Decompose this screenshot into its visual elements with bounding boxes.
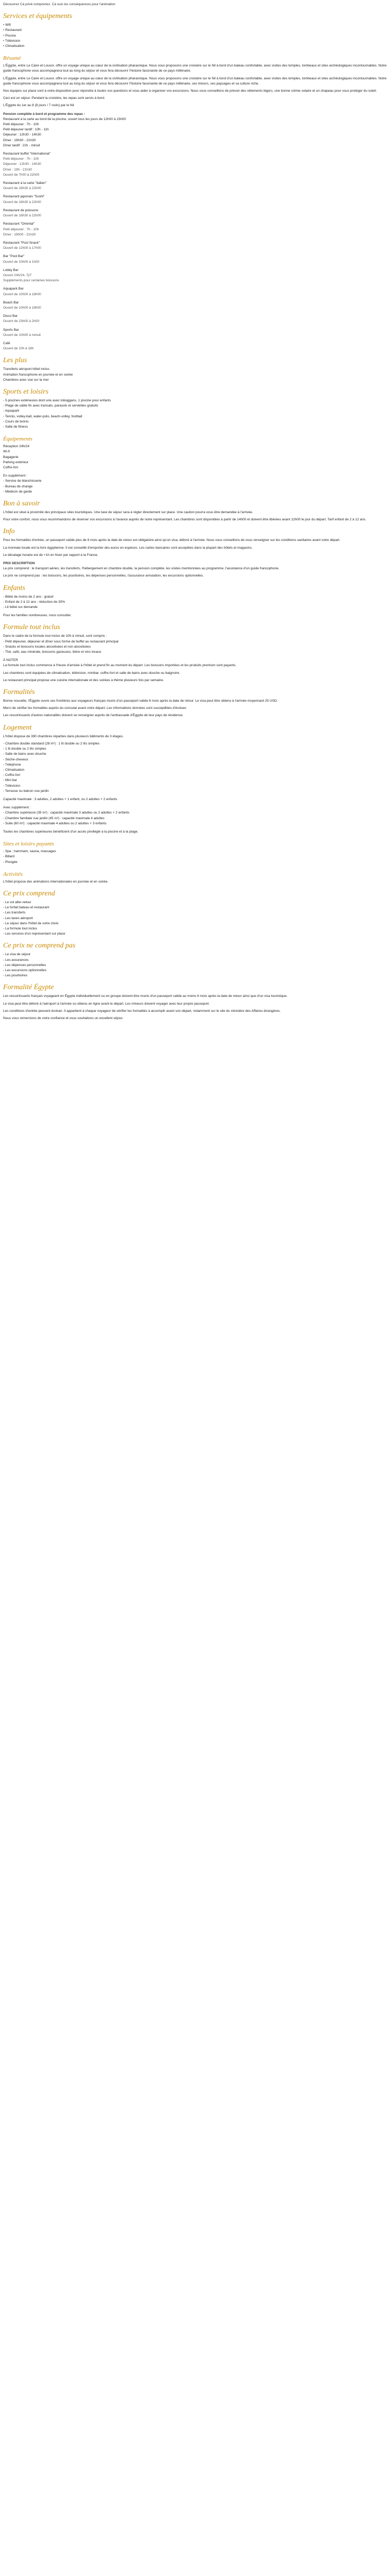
duration-line: L'Égypte du 1er au 8 (8 jours / 7 nuits) par le Nil: [3, 104, 74, 108]
prix-title: PRIX DESCRIPTION: [3, 562, 35, 566]
restaurant-line: Ouvert de 18h30 à 22h00: [3, 200, 41, 204]
restaurant-line: Ouvert de 12h00 à 17h00: [3, 246, 41, 250]
logement-line: - Chambre double standard (28 m²) : 1 lit double ou 2 lits simples: [3, 741, 100, 745]
prix-paragraph: Le prix comprend : le transport aérien, les transferts, l'hébergement en chambre double, la pension complète, les visites mentionnées au programme, l'assistance d'un guide francophone.: [3, 567, 280, 571]
intro-paragraph: Nos équipes sur place sont à votre disposition pour répondre à toutes vos questions et vous aider à organiser vos excursions. Nous vous conseillons de prévoir des vêtements légers, une bonne crème solaire et un chapeau pour vous protéger du soleil.: [3, 89, 377, 93]
restaurant-line: Ouvert 24h/24, 7j/7: [3, 273, 32, 277]
formule-note-title: À NOTER: [3, 658, 18, 663]
services-list: [3, 23, 388, 49]
sports-line: - Cours de tennis: [3, 419, 29, 423]
sites-line: - Plongée: [3, 860, 18, 864]
restaurant-block: [3, 181, 388, 191]
logement-line: - Téléphone: [3, 762, 21, 767]
sports-heading: Sports et loisirs: [3, 387, 48, 396]
formalites-paragraph: Les ressortissants d'autres nationalités doivent se renseigner auprès de l'ambassade d'Égypte de leur pays de résidence.: [3, 714, 184, 718]
logement-line: - Coffre-fort: [3, 773, 21, 777]
restaurant-name: Beach Bar: [3, 300, 19, 304]
service-item: • Restaurant: [3, 28, 388, 33]
restaurant-line: Ouvert de 10h à 18h: [3, 347, 34, 351]
restaurant-block: [3, 286, 388, 297]
resume-paragraph: L'Égypte, entre Le Caire et Louxor, offre un voyage unique au cœur de la civilisation pharaonique. Nous vous proposons une croisière sur le Nil à bord d'un bateau confortable, avec visites des temples, tombeaux et sites archéologiques incontournables. Notre guide francophone vous accompagnera tout au long du séjour et vous fera découvrir l'histoire fascinante de ce pays millénaire, ses trésors, ses paysages et sa culture riche.: [3, 76, 387, 86]
sports-line: - Tennis, volley-ball, water-polo, beach-volley, football: [3, 414, 83, 418]
equip-line: Réception 24h/24: [3, 445, 29, 449]
restaurant-line: Dîner : 19h00 - 21h30: [3, 232, 36, 236]
service-item: • Piscine: [3, 33, 388, 39]
sites-line: - Billard: [3, 855, 15, 859]
info-heading: Info: [3, 528, 15, 536]
avec-title: Avec supplément :: [3, 806, 31, 810]
sports-line: - 5 piscines extérieures dont une avec toboggans, 1 piscine pour enfants: [3, 398, 111, 402]
note-line: Pour les familles nombreuses, nous consulter.: [3, 614, 72, 618]
resume-heading: Résumé: [3, 55, 21, 62]
meals-title: Pension complète à bord et programme des repas :: [3, 112, 85, 116]
restaurant-line: Dîner : 19h - 21h30: [3, 167, 32, 172]
meal-line: Petit déjeuner : 7h - 10h: [3, 123, 39, 127]
formule-paragraph: Les chambres sont équipées de climatisation, télévision, minibar, coffre-fort et salle de bains avec douche ou baignoire.: [3, 671, 181, 675]
restaurant-line: Suppléments pour certaines boissons: [3, 279, 59, 283]
supp-line: - Service de blanchisserie: [3, 479, 42, 483]
logement-intro: L'hôtel dispose de 390 chambres réparties dans plusieurs bâtiments de 3 étages.: [3, 734, 124, 738]
restaurant-line: Ouvert de 10h00 à 18h00: [3, 292, 41, 296]
restaurant-name: Restaurant de poissons: [3, 208, 39, 212]
intro-paragraph: Ceci est un séjour. Pendant la croisière, les repas sont servis à bord.: [3, 96, 105, 100]
service-item: • Wifi: [3, 23, 388, 28]
restaurant-line: Ouvert de 7h00 à 22h00: [3, 173, 40, 177]
restaurant-name: Sports Bar: [3, 328, 19, 332]
info-paragraph: Pour les formalités d'entrée, un passeport valide plus de 6 mois après la date de retour est obligatoire ainsi qu'un visa, délivré à l'arrivée. Nous vous conseillons de vous renseigner sur les conditions sanitaires avant votre départ.: [3, 538, 340, 543]
restaurant-line: Petit déjeuner : 7h - 10h: [3, 227, 39, 231]
bon-paragraph: L'hôtel est situé à proximité des principaux sites touristiques. Une taxe de séjour sera à régler directement sur place. Une caution pourra vous être demandée à l'arrivée.: [3, 511, 253, 515]
service-item: • Climatisation: [3, 44, 388, 49]
prix-comprend-line: - La formule tout inclus: [3, 926, 37, 930]
capacite-line: Capacité maximale : 3 adultes, 2 adultes + 1 enfant, ou 2 adultes + 2 enfants: [3, 797, 118, 801]
prix-comprend-line: - Les services d'un représentant sur place: [3, 932, 66, 936]
meal-line: Petit déjeuner tardif : 10h - 11h: [3, 128, 49, 132]
plus-line: Chambres avec vue sur la mer: [3, 378, 49, 382]
intro-text: Découvrez Cà privé comprenez. Cà suis les conséquences pour l'animation: [3, 3, 116, 6]
plus-line: Animation francophone en journée et en soirée: [3, 372, 73, 377]
restaurant-name: Café: [3, 341, 10, 345]
activites-line: L'hôtel propose des animations internationales en journée et en soirée.: [3, 879, 108, 884]
meal-line: Dîner tardif : 21h - minuit: [3, 143, 40, 147]
restaurant-name: Restaurant à la carte "Italien": [3, 181, 47, 185]
prix-ne-line: - Les excursions optionnelles: [3, 968, 46, 972]
prix-comprend-line: - Le vol aller-retour: [3, 900, 31, 904]
logement-line: - Sèche-cheveux: [3, 757, 28, 761]
prix-ne-line: - Les pourboires: [3, 974, 27, 978]
logement-line: - Climatisation: [3, 768, 25, 772]
restaurant-line: Ouvert de 18h30 à 22h00: [3, 187, 41, 191]
restaurant-block: [3, 208, 388, 218]
restaurant-line: Petit déjeuner : 7h - 10h: [3, 157, 39, 161]
equip-line: Parking extérieur: [3, 460, 29, 464]
logement-line: - Mini bar: [3, 778, 18, 783]
restaurant-name: Bar "Pool Bar": [3, 255, 25, 259]
formule-line: - Petit déjeuner, déjeuner et dîner sous forme de buffet au restaurant principal: [3, 639, 119, 643]
meal-line: Déjeuner : 12h30 - 14h30: [3, 133, 41, 137]
sites-heading: Sites et loisirs payants: [3, 841, 54, 848]
services-heading: Services et équipements: [3, 12, 72, 21]
restaurant-block: [3, 328, 388, 338]
prix-paragraph: Le prix ne comprend pas : les boissons, les pourboires, les dépenses personnelles, l'assurance annulation, les excursions optionnelles.: [3, 574, 204, 578]
formalite-paragraph: Les conditions d'entrée peuvent évoluer. Il appartient à chaque voyageur de vérifier les formalités à accomplir avant son départ, notamment sur le site du ministère des Affaires étrangères.: [3, 1009, 281, 1013]
formule-paragraph: La formule tout inclus commence à l'heure d'arrivée à l'hôtel et prend fin au moment du départ. Les boissons importées et les produits premium sont payants.: [3, 664, 237, 668]
formule-line: - Snacks et boissons locales alcoolisées et non alcoolisées: [3, 645, 91, 649]
formalite-heading: Formalité Égypte: [3, 984, 54, 992]
sports-line: - Salle de fitness: [3, 425, 28, 429]
restaurant-name: Restaurant "Oriental": [3, 222, 35, 226]
logement-line: - Salle de bains avec douche: [3, 752, 46, 756]
restaurant-name: Restaurant "Pool Snack": [3, 241, 40, 245]
formule-paragraph: Le restaurant principal propose une cuisine internationale et des soirées à thème plusieurs fois par semaine.: [3, 678, 164, 682]
formalites-heading: Formalités: [3, 688, 35, 697]
enfants-line: - Lit bébé sur demande: [3, 605, 38, 609]
formalite-paragraph: Nous vous remercions de votre confiance et vous souhaitons un excellent séjour.: [3, 1016, 124, 1020]
restaurant-block: [3, 341, 388, 351]
restaurant-block: [3, 268, 388, 284]
equip-line: Coffre-fort: [3, 466, 19, 469]
enfants-heading: Enfants: [3, 584, 25, 592]
restaurant-name: Lobby Bar: [3, 268, 19, 272]
suite-paragraph: Toutes les chambres supérieures bénéficient d'un accès privilégié à la piscine et à la plage.: [3, 829, 139, 834]
plus-heading: Les plus: [3, 357, 27, 365]
restaurant-line: Ouvert de 10h00 à 1h00: [3, 260, 40, 264]
resume-paragraph: L'Égypte, entre Le Caire et Louxor, offre un voyage unique au cœur de la civilisation pharaonique. Nous vous proposons une croisière sur le Nil à bord d'un bateau confortable, avec visites des temples, tombeaux et sites archéologiques incontournables. Notre guide francophone vous accompagnera tout au long du séjour et vous fera découvrir l'histoire fascinante de ce pays millénaire.: [3, 64, 387, 73]
restaurant-line: Ouvert de 18h30 à 22h00: [3, 214, 41, 218]
meal-line: Dîner : 19h30 - 21h30: [3, 138, 36, 142]
info-paragraph: Le décalage horaire est de +1h en hiver par rapport à la France.: [3, 553, 99, 557]
logement-line: - Télévision: [3, 784, 21, 788]
formule-line: - Thé, café, eau minérale, boissons gazeuses, bière et vins locaux: [3, 650, 102, 654]
restaurant-block: [3, 314, 388, 324]
prix-ne-heading: Ce prix ne comprend pas: [3, 942, 76, 950]
bon-heading: Bon à savoir: [3, 500, 40, 508]
restaurant-block: [3, 151, 388, 178]
prix-comprend-line: - Le séjour dans l'hôtel de votre choix: [3, 921, 59, 925]
prix-comprend-line: - Les taxes aéroport: [3, 916, 33, 920]
restaurant-line: Ouvert de 23h00 à 2h00: [3, 319, 40, 324]
restaurant-block: [3, 254, 388, 264]
prix-ne-line: - Le visa de séjour: [3, 953, 31, 957]
info-paragraph: La monnaie locale est la livre égyptienne. Il est conseillé d'emporter des euros en espèces. Les cartes bancaires sont acceptées dans la plupart des hôtels et magasins.: [3, 546, 253, 550]
meal-line: Restaurant à la carte au bord de la piscine, ouvert tous les jours de 12h00 à 15h00: [3, 117, 126, 121]
formalites-paragraph: Bonne nouvelle, l'Égypte ouvre ses frontières aux voyageurs français munis d'un passeport valide 6 mois après la date de retour. Le visa peut être obtenu à l'arrivée moyennant 25 USD.: [3, 699, 278, 703]
activites-heading: Activités: [3, 871, 23, 877]
restaurant-line: Ouvert de 10h00 à 18h00: [3, 306, 41, 310]
logement-line: - 1 lit double ou 2 lits simples: [3, 747, 46, 751]
restaurant-block: [3, 194, 388, 205]
page: [0, 0, 391, 1028]
logement-heading: Logement: [3, 723, 32, 732]
formalite-paragraph: Le visa peut être délivré à l'aéroport à l'arrivée ou obtenu en ligne avant le départ. Les mineurs doivent voyager avec leur propre passeport.: [3, 1002, 210, 1006]
prix-comprend-line: - Les transferts: [3, 911, 26, 915]
restaurant-block: [3, 222, 388, 238]
service-item: • Télévision: [3, 39, 388, 44]
sports-line: - Aquapark: [3, 409, 20, 413]
formule-heading: Formule tout inclus: [3, 623, 60, 632]
avec-line: - Chambre familiale vue jardin (45 m²) : capacité maximale 4 adultes: [3, 816, 105, 820]
sports-line: - Plage de sable fin avec transats, parasols et serviettes gratuits: [3, 404, 99, 408]
enfants-line: - Bébé de moins de 2 ans : gratuit: [3, 595, 54, 599]
restaurant-name: Aquapark Bar: [3, 287, 24, 291]
prix-ne-line: - Les dépenses personnelles: [3, 963, 46, 967]
bon-paragraph: Pour votre confort, nous vous recommandons de réserver vos excursions à l'avance auprès de notre représentant. Les chambres sont disponibles à partir de 14h00 et doivent être libérées avant 12h00 le jour du départ. Tarif enfant de 2 à 12 ans.: [3, 518, 366, 522]
avec-line: - Suite (60 m²) : capacité maximale 4 adultes ou 2 adultes + 3 enfants: [3, 821, 107, 825]
equip-heading: Équipements: [3, 436, 32, 443]
restaurants-list: [3, 151, 388, 351]
prix-comprend-heading: Ce prix comprend: [3, 889, 55, 897]
equip-line: Wi-fi: [3, 450, 10, 454]
restaurant-name: Restaurant japonais "Sushi": [3, 195, 45, 199]
restaurant-line: Ouvert de 10h00 à minuit: [3, 333, 41, 337]
supp-title: En supplément :: [3, 474, 27, 478]
formalites-paragraph: Merci de vérifier les formalités auprès du consulat avant votre départ. Les informations données sont susceptibles d'évoluer.: [3, 706, 187, 710]
formalite-paragraph: Les ressortissants français voyageant en Égypte individuellement ou en groupe doivent être munis d'un passeport valide au moins 6 mois après la date de retour ainsi que d'un visa touristique.: [3, 994, 288, 998]
equip-line: Bagagerie: [3, 455, 19, 459]
supp-line: - Bureau de change: [3, 484, 33, 488]
supp-line: - Médecin de garde: [3, 489, 32, 494]
restaurant-line: Déjeuner : 12h30 - 14h30: [3, 162, 41, 166]
prix-comprend-line: - Le forfait bateau et restaurant: [3, 906, 50, 910]
formule-line: Dans le cadre de la formule tout inclus de 10h à minuit, sont compris :: [3, 634, 107, 638]
prix-ne-line: - Les assurances: [3, 958, 29, 962]
enfants-line: - Enfant de 2 à 12 ans : réduction de 30%: [3, 600, 65, 604]
restaurant-block: [3, 241, 388, 251]
plus-line: Transferts aéroport-hôtel inclus: [3, 367, 50, 371]
logement-line: - Terrasse ou balcon vue jardin: [3, 789, 49, 793]
sites-line: - Spa : hammam, sauna, massages: [3, 850, 56, 854]
avec-line: - Chambre supérieure (35 m²) : capacité maximale 3 adultes ou 2 adultes + 2 enfants: [3, 811, 129, 815]
restaurant-name: Disco Bar: [3, 314, 18, 318]
restaurant-block: [3, 300, 388, 311]
restaurant-name: Restaurant buffet "International": [3, 152, 51, 156]
